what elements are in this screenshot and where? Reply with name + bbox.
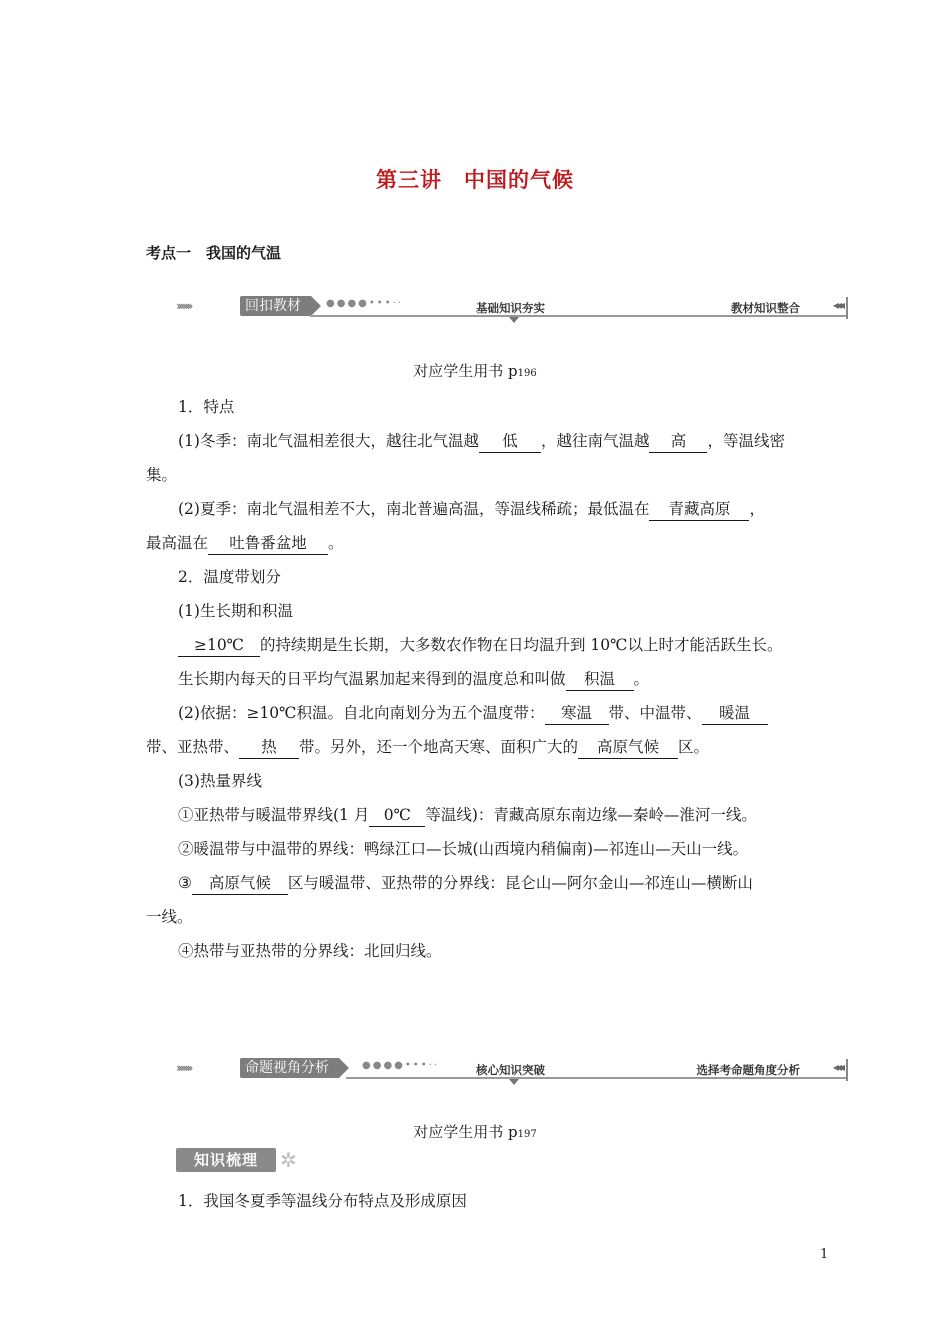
paragraph: 生长期内每天的日平均气温累加起来得到的温度总和叫做 积温 。 — [146, 662, 816, 696]
double-arrow-icon: ›››››››› — [176, 299, 191, 313]
list-item: ④热带与亚热带的分界线：北回归线。 — [178, 942, 442, 960]
banner-tag: 命题视角分析 — [240, 1058, 339, 1078]
triangle-down-icon — [509, 1079, 519, 1085]
list-item: ②暖温带与中温带的界线：鸭绿江口—长城(山西境内稍偏南)—祁连山—天山一线。 — [178, 840, 749, 858]
section-banner-review — [176, 294, 848, 324]
student-book-reference: 对应学生用书 p197 — [413, 1123, 537, 1141]
paragraph-cont: 集。 — [146, 466, 178, 484]
student-book-reference: 对应学生用书 p196 — [413, 362, 537, 380]
sub-heading: (3)热量界线 — [178, 772, 262, 790]
left-arrows-icon: ◂◂◂ — [832, 1060, 842, 1074]
item-heading: 1．我国冬夏季等温线分布特点及形成原因 — [178, 1192, 467, 1210]
paragraph: (2)依据：≥10℃积温。自北向南划分为五个温度带： 寒温 带、中温带、 暖温 — [146, 696, 816, 730]
paragraph-cont: 一线。 — [146, 908, 193, 926]
dots-decoration: ●●●●•••·· — [326, 298, 403, 309]
list-item: ③ 高原气候 区与暖温带、亚热带的分界线：昆仑山—阿尔金山—祁连山—横断山 — [146, 866, 816, 900]
dots-decoration: ●●●●•••·· — [362, 1060, 439, 1071]
banner-center-label: 基础知识夯实 — [476, 301, 545, 315]
paragraph: (1)冬季：南北气温相差很大，越往北气温越 低 ，越往南气温越 高 ，等温线密 — [146, 424, 816, 458]
section-heading: 考点一 我国的气温 — [146, 244, 282, 262]
content-body — [146, 390, 816, 968]
section-banner-analysis — [176, 1056, 848, 1086]
banner-tag: 回扣教材 — [240, 296, 311, 316]
item-heading: 2．温度带划分 — [178, 568, 281, 586]
double-arrow-icon: ›››››››› — [176, 1061, 191, 1075]
left-arrows-icon: ◂◂◂ — [832, 298, 842, 312]
banner-end-bar — [846, 297, 848, 319]
page-title: 第三讲 中国的气候 — [376, 168, 574, 192]
triangle-down-icon — [509, 317, 519, 323]
banner-end-bar — [846, 1059, 848, 1081]
content-body-2 — [146, 1184, 816, 1218]
banner-right-label: 教材知识整合 — [731, 301, 800, 315]
sub-heading: (1)生长期和积温 — [178, 602, 293, 620]
paragraph-cont: 带、亚热带、 热 带。另外，还一个地高天寒、面积广大的 高原气候 区。 — [146, 730, 816, 764]
page-number: 1 — [820, 1247, 829, 1262]
banner-center-label: 核心知识突破 — [476, 1063, 545, 1077]
paragraph: ≥10℃ 的持续期是生长期，大多数农作物在日均温升到 10℃以上时才能活跃生长。 — [146, 628, 816, 662]
list-item: ①亚热带与暖温带界线(1 月 0℃ 等温线)：青藏高原东南边缘—秦岭—淮河一线。 — [146, 798, 816, 832]
item-heading: 1．特点 — [178, 398, 235, 416]
paragraph: (2)夏季：南北气温相差不大，南北普遍高温，等温线稀疏；最低温在 青藏高原 ， — [146, 492, 816, 526]
flower-icon: ✲ — [280, 1148, 297, 1172]
knowledge-label: 知识梳理 — [176, 1148, 276, 1172]
banner-right-label: 选择考命题角度分析 — [696, 1063, 800, 1077]
paragraph-cont: 最高温在 吐鲁番盆地 。 — [146, 526, 816, 560]
